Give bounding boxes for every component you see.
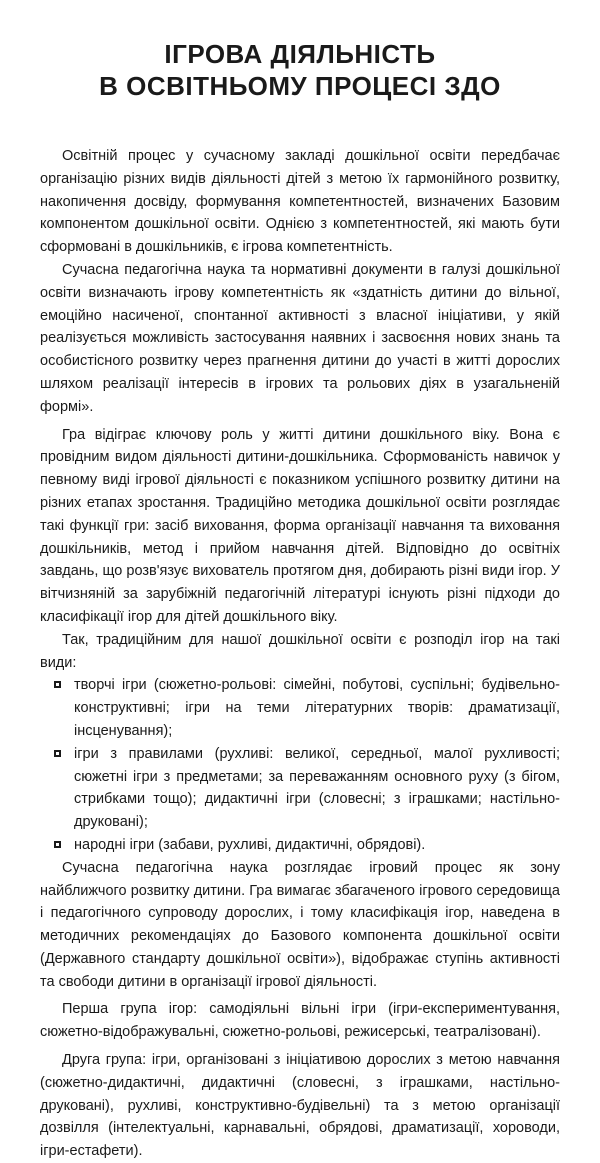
list-item — [40, 743, 560, 834]
square-bullet-icon — [54, 750, 61, 757]
title-line-1: ІГРОВА ДІЯЛЬНІСТЬ — [164, 39, 436, 69]
paragraph-7: Друга група: ігри, організовані з ініціативою дорослих з метою навчання (сюжетно-дидактичні, дидактичні (словесні, з іграшками, настільно-друковані), рухливі, конструктивно-будівельні) та з метою організації дозвілля (інтелектуальні, карнавальні, обрядові, драматизації, хороводи, ігри-естафети). — [40, 1052, 560, 1160]
list-item — [40, 674, 560, 742]
list-item-text: народні ігри (забави, рухливі, дидактичні, обрядові). — [74, 836, 426, 853]
square-bullet-icon — [54, 841, 61, 848]
list-item — [40, 834, 560, 857]
paragraph-3: Гра відіграє ключову роль у житті дитини дошкільного віку. Вона є провідним видом діяльності дитини-дошкільника. Сформованість навичок у певному виді ігрової діяльності є показником успішного розвитку дитини на різних етапах зростання. Традиційно методика дошкільної освіти розглядає такі функції гри: засіб виховання, форма організації навчання та виховання дошкільників, метод і прийом навчання дітей. Відповідно до освітніх завдань, що розв'язує вихователь протягом дня, добирають різні види ігор. У вітчизняній за зарубіжній педагогічній літературі існують різні підходи до класифікації ігор для дітей дошкільного віку. — [40, 426, 560, 625]
paragraph-4: Так, традиційним для нашої дошкільної освіти є розподіл ігор на такі види: — [40, 631, 560, 671]
list-item-text: творчі ігри (сюжетно-рольові: сімейні, побутові, суспільні; будівельно-конструктивні; ігри на теми літературних творів: драматизації, інсценування); — [74, 677, 560, 739]
page-title — [40, 38, 560, 102]
paragraph-2: Сучасна педагогічна наука та нормативні документи в галузі дошкільної освіти визначають ігрову компетентність як «здатність дитини до вільної, емоційно насиченої, спонтанної активності з власної ініціативи, у якій реалізується можливість застосування наявних і засвоєння нових знань та особистісного розвитку через прагнення дитини до участі в житті дорослих шляхом реалізації інтересів в ігрових та рольових діях в узагальненій формі». — [40, 261, 560, 415]
paragraph-5: Сучасна педагогічна наука розглядає ігровий процес як зону найближчого розвитку дитини. Гра вимагає збагаченого ігрового середовища і педагогічного супроводу дорослих, і тому класифікація ігор, наведена в методичних рекомендаціях до Базового компонента дошкільної освіти (Державного стандарту дошкільної освіти»), відображає ступінь активності та свободи дитини в організації ігрової діяльності. — [40, 859, 560, 990]
list-item-text: ігри з правилами (рухливі: великої, середньої, малої рухливості; сюжетні ігри з предметами; за переважанням основного руху (з бігом, стрибками тощо); дидактичні ігри (словесні; з іграшками; настільно-друковані); — [74, 745, 560, 831]
square-bullet-icon — [54, 681, 61, 688]
paragraph-1: Освітній процес у сучасному закладі дошкільної освіти передбачає організацію різних видів діяльності дітей з метою їх гармонійного розвитку, накопичення досвіду, формування компетентностей, визначених Базовим компонентом дошкільної освіти. Однією з компетентностей, які мають бути сформовані в дошкільників, є ігрова компетентність. — [40, 148, 560, 256]
paragraph-6: Перша група ігор: самодіяльні вільні ігри (ігри-експериментування, сюжетно-відображувальні, сюжетно-рольові, режисерські, театралізовані). — [40, 1001, 560, 1041]
game-types-list — [40, 674, 560, 856]
title-line-2: В ОСВІТНЬОМУ ПРОЦЕСІ ЗДО — [99, 71, 501, 101]
body-text — [40, 145, 560, 1163]
